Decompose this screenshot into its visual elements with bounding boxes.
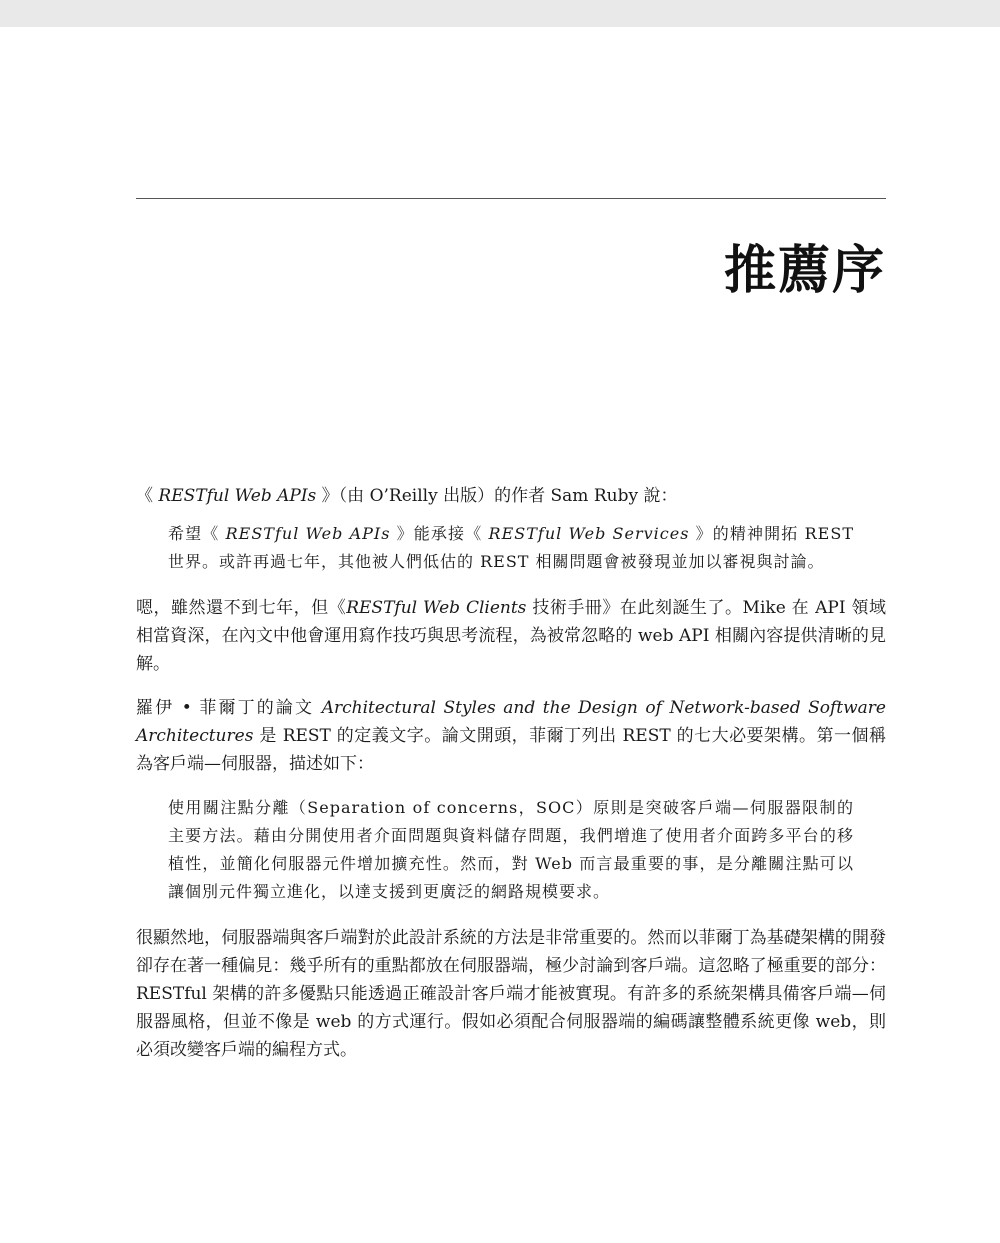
text-span: 》能承接《 (390, 524, 489, 543)
header-rule (136, 198, 886, 199)
text-span: 《 (136, 486, 159, 506)
top-strip (0, 0, 1000, 27)
paragraph-4: 很顯然地，伺服器端與客戶端對於此設計系統的方法是非常重要的。然而以菲爾丁為基礎架構的開發卻存在著一種偏見：幾乎所有的重點都放在伺服器端，極少討論到客戶端。這忽略了極重要的部分：RESTful 架構的許多優點只能透過正確設計客戶端才能被實現。有許多的系統架構具備客戶端—伺服器風格，但並不像是 web 的方式運行。假如必須配合伺服器端的編碼讓整體系統更像 web，則必須改變客戶端的編程方式。 (136, 928, 886, 1060)
body-text (136, 482, 886, 1080)
blockquote-fielding: 使用關注點分離（Separation of concerns，SOC）原則是突破客戶端—伺服器限制的主要方法。藉由分開使用者介面問題與資料儲存問題，我們增進了使用者介面跨多平台的移植性，並簡化伺服器元件增加擴充性。然而，對 Web 而言最重要的事，是分離關注點可以讓個別元件獨立進化，以達支援到更廣泛的網路規模要求。 (168, 798, 854, 901)
book-title: RESTful Web APIs (158, 486, 317, 506)
text-span: 》的精神開拓 REST 世界。或許再過七年，其他被人們低估的 REST 相關問題會被發現並加以審視與討論。 (168, 524, 854, 571)
text-span: 羅伊 • 菲爾丁的論文 (136, 698, 322, 718)
text-span: 技術手冊》在此刻誕生了。Mike 在 API 領域相當資深，在內文中他會運用寫作技巧與思考流程，為被常忽略的 web API 相關內容提供清晰的見解。 (136, 598, 886, 674)
book-title: RESTful Web Clients (346, 598, 527, 618)
paragraph-3 (136, 694, 886, 778)
text-span: 嗯，雖然還不到七年，但《 (136, 598, 347, 618)
paragraph-intro (136, 482, 886, 510)
thesis-title: Architectural Styles and the Design of Network-based Software Architectures (136, 698, 886, 746)
text-span: 是 REST 的定義文字。論文開頭，菲爾丁列出 REST 的七大必要架構。第一個稱為客戶端—伺服器，描述如下： (136, 726, 886, 774)
text-span: 》（由 O’Reilly 出版）的作者 Sam Ruby 說： (316, 486, 678, 506)
page-title: 推薦序 (723, 241, 886, 301)
book-title: RESTful Web APIs (225, 524, 391, 543)
text-span: 希望《 (168, 524, 226, 543)
blockquote-ruby (168, 520, 854, 576)
book-title: RESTful Web Services (488, 524, 690, 543)
paragraph-2 (136, 594, 886, 678)
